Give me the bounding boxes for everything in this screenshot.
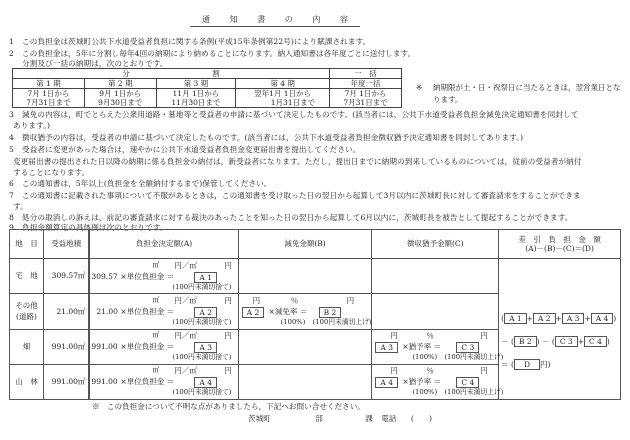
unit-label: 円／㎡: [174, 295, 197, 305]
formula-text: ×単位負担金 ＝: [120, 271, 175, 281]
title-char: 知: [229, 15, 238, 24]
contact-phone-label: 電話: [381, 414, 397, 423]
unit-label: 円: [252, 295, 261, 305]
period-from: 7月 1日から: [13, 89, 85, 99]
category-line: その他: [15, 301, 38, 311]
period-from: 9月 1日から: [84, 89, 156, 99]
amount-a-cell: [89, 294, 238, 329]
unit-label: 円: [224, 295, 232, 305]
item-7-cont: [13, 203, 28, 211]
box-a3: A 3: [562, 313, 585, 324]
formula-text: ×減免率 ＝: [268, 306, 308, 316]
operator: －: [541, 337, 550, 346]
paren: ): [536, 337, 540, 346]
item-text: この負担金は，5年に分割し毎年4回の納期により納めることになります。納入通知書は各年度ごとに送付します。: [22, 49, 416, 58]
period-from: 翌年1月 1日から: [236, 89, 330, 99]
header-amount-a: 負担金決定額(A): [89, 230, 238, 259]
lump-header: 一 括: [330, 69, 402, 79]
formula-line-2: [501, 336, 610, 347]
reduction-b-cell: [238, 259, 372, 294]
box-a1: A 1: [504, 313, 527, 324]
unit-label: 円／㎡: [174, 260, 197, 270]
paren: ): [606, 337, 610, 346]
quantity: 991.00: [91, 377, 118, 387]
unit-label: 円: [224, 331, 232, 341]
unit-label: ％: [290, 295, 299, 305]
net-d-cell: [499, 259, 621, 400]
rate-note: (100%): [412, 388, 438, 397]
unit-label: 円: [224, 260, 232, 270]
unit-label: ㎡: [152, 260, 160, 269]
unit-label: 円／㎡: [174, 331, 197, 341]
header-land-category: 地 目: [10, 230, 44, 259]
land-category: [10, 294, 44, 329]
item-7: [9, 192, 581, 200]
period-from: 7月 1日から: [330, 89, 402, 99]
contact-town: 茨城町: [248, 414, 271, 423]
item-5-cont2: [13, 169, 89, 177]
header-area: 受益地積: [43, 230, 89, 259]
period-label: 年度一括: [330, 79, 402, 89]
unit-label: 円: [480, 366, 488, 376]
amount-a-cell: [89, 259, 238, 294]
paren: (: [501, 314, 505, 323]
item-text: この負担金は茨城町公共下水道受益者負担に関する条例(平成15年条例第22号)により賦課されます。: [22, 37, 371, 46]
operator: ＝: [501, 360, 509, 369]
unit-label: 円): [540, 360, 551, 369]
land-area: 21.00㎡: [43, 294, 89, 329]
item-text: 負担金額算定の具体例は次のとおりです。: [22, 223, 168, 232]
period-label: 第 2 期: [84, 79, 156, 89]
deferral-c-cell: [372, 364, 504, 399]
box-d: D: [514, 359, 540, 370]
item-2-cont: [9, 60, 168, 68]
unit-label: 円: [390, 366, 398, 376]
contact-phone-value: ( ): [410, 414, 432, 423]
box-a3: A 3: [375, 342, 398, 353]
item-text: 受益者に変更があった場合は，速やかに公共下水道受益者負担金変更届出書を提出してください。: [22, 145, 361, 154]
item-text: 徴収猶予の内容は，受益者の申請に基づいて決定したものです。(該当者には，公共下水道受益者負担金徴収猶予決定通知書を同封してあります。): [22, 133, 524, 142]
reduction-b-cell: [238, 329, 372, 364]
rate-note: (100%): [280, 317, 306, 326]
formula-line-1: [501, 313, 616, 324]
footer-note: [92, 403, 365, 411]
item-1: [9, 38, 370, 46]
box-a4: A 4: [375, 377, 398, 388]
paren: ): [613, 314, 617, 323]
formula-text: ×猶予率 ＝: [402, 377, 442, 387]
rounding-note: (100円未満切捨て): [172, 388, 232, 397]
deferral-c-cell: [372, 329, 504, 364]
item-text: 分割及び一括の納期は，次のとおりです。: [22, 59, 168, 68]
item-5: [9, 146, 360, 154]
paren: (: [511, 337, 514, 346]
item-text: することになります。: [13, 168, 90, 177]
title-char: 容: [339, 15, 348, 24]
period-from: 11月 1日から: [156, 89, 235, 99]
item-5-cont: [13, 158, 582, 166]
paren: (: [511, 360, 514, 369]
calculation-table: [9, 229, 621, 400]
unit-label: ㎡: [152, 331, 160, 340]
item-number: 3: [9, 110, 14, 119]
period-to: 7月31日まで: [330, 98, 402, 108]
title-char: 通: [202, 15, 210, 24]
unit-label: ㎡: [152, 366, 160, 375]
item-number: 7: [9, 191, 14, 200]
header-net-d: [499, 230, 621, 259]
quantity: 991.00: [91, 342, 118, 352]
document-title: [190, 16, 360, 27]
period-label: 第 1 期: [13, 79, 85, 89]
item-3-cont: [13, 122, 50, 130]
unit-label: ％: [426, 366, 434, 376]
title-char: 内: [312, 15, 321, 24]
land-area: 309.57㎡: [43, 259, 89, 294]
payment-schedule-table: [12, 68, 402, 108]
rounding-note: (100円未満切上げ): [444, 388, 504, 397]
period-to: 7月31日まで: [13, 98, 85, 108]
item-text: この通知書は，5年以上(負担金を全額納付するまで)保管してください。: [22, 179, 272, 188]
operator: +: [584, 314, 591, 323]
header-deferral-c: 徴収猶予金額(C): [372, 230, 499, 259]
note-text: 納期限が土・日・祝祭日に当たるときは，翌営業日となります。: [433, 83, 621, 104]
land-category: 宅 地: [10, 259, 44, 294]
item-text: す。: [13, 202, 28, 211]
land-area: 991.00㎡: [43, 364, 89, 399]
formula-text: ×単位負担金 ＝: [120, 306, 175, 316]
contact-section: 課: [365, 414, 373, 423]
amount-a-cell: [89, 329, 238, 364]
box-a1: A 1: [194, 272, 217, 283]
header-reduction-b: 減免金額(B): [238, 230, 372, 259]
item-number: 9: [9, 223, 14, 232]
unit-label: 円: [224, 366, 232, 376]
item-number: 5: [9, 145, 14, 154]
item-text: この通知書に記載された事項について不服があるときは，この通知書を受け取った日の翌日から起算して3月以内に茨城町長に対して審査請求をすることができま: [22, 191, 581, 200]
rounding-note: (100円未満切捨て): [172, 317, 232, 326]
period-to: 1月31日まで: [236, 98, 330, 108]
item-2: [9, 50, 415, 58]
unit-label: ％: [426, 331, 434, 341]
operator: +: [526, 314, 533, 323]
table-row: [10, 259, 621, 294]
period-label: 第 4 期: [236, 79, 330, 89]
paren: (: [551, 337, 555, 346]
box-c3: C 3: [555, 336, 578, 347]
item-text: 処分の取消しの訴えは，前記の審査請求に対する裁決のあったことを知った日の翌日から起算して6月以内に，茨城町長を被告として提起することができます。: [22, 213, 573, 222]
item-4: [9, 134, 523, 142]
period-to: 9月30日まで: [84, 98, 156, 108]
formula-line-3: [501, 359, 550, 370]
footer-text: この負担金について不明な点がありましたら，下記へお問い合せください。: [106, 402, 365, 411]
item-number: 1: [9, 37, 14, 46]
formula-text: ×単位負担金 ＝: [120, 377, 175, 387]
operator: +: [555, 314, 562, 323]
rounding-note: (100円未満切捨て): [172, 353, 232, 362]
operator: +: [577, 337, 585, 346]
formula-text: ×猶予率 ＝: [402, 342, 442, 352]
box-a3: A 3: [194, 342, 217, 353]
land-category: 畑: [10, 329, 44, 364]
box-c3: C 3: [456, 342, 479, 353]
title-char: 書: [257, 15, 266, 24]
unit-label: 円／㎡: [174, 366, 197, 376]
box-b2: B 2: [319, 307, 342, 318]
quantity: 309.57: [91, 271, 118, 281]
box-c4: C 4: [456, 377, 479, 388]
rounding-note: (100円未満切上げ): [444, 353, 504, 362]
item-number: 8: [9, 213, 14, 222]
formula-text: ×単位負担金 ＝: [120, 342, 175, 352]
note-mark: ※: [92, 402, 100, 411]
item-number: 2: [9, 49, 14, 58]
item-8: [9, 214, 573, 222]
title-char: の: [284, 15, 293, 24]
period-to: 11月30日まで: [156, 98, 235, 108]
contact-line: [248, 415, 432, 423]
operator: －: [501, 337, 509, 346]
reduction-b-cell: [238, 364, 372, 399]
deferral-c-cell: [372, 294, 499, 329]
split-header: 分 割: [13, 69, 330, 79]
deferral-c-cell: [372, 259, 499, 294]
box-c4: C 4: [584, 336, 607, 347]
contact-dept: 部: [315, 414, 323, 423]
box-b2: B 2: [514, 336, 537, 347]
rounding-note: (100円未満切捨て): [172, 282, 232, 291]
rounding-note: (100円未満切上げ): [312, 317, 372, 326]
item-6: [9, 180, 272, 188]
unit-label: ㎡: [152, 295, 160, 304]
box-a2: A 2: [533, 313, 556, 324]
box-a2: A 2: [194, 307, 217, 318]
period-label: 第 3 期: [156, 79, 235, 89]
item-3: [9, 111, 578, 119]
item-number: 4: [9, 133, 14, 142]
box-a4: A 4: [591, 313, 614, 324]
unit-label: 円: [390, 331, 398, 341]
category-line: (道路): [16, 312, 37, 322]
item-number: 6: [9, 179, 14, 188]
box-a2: A 2: [242, 307, 265, 318]
amount-a-cell: [89, 364, 238, 399]
land-category: 山 林: [10, 364, 44, 399]
unit-label: 円: [480, 331, 488, 341]
header-net-formula: (A)－(B)－(C)＝(D): [525, 244, 594, 253]
box-a4: A 4: [194, 377, 217, 388]
schedule-note: [416, 82, 626, 106]
unit-label: 円: [346, 295, 355, 305]
item-text: 減免の内容は，町でとらえた公衆用道路・墓地等と受益者の申請に基づいて決定したものです。(該当者には，公共下水道受益者負担金減免決定通知書を同封して: [22, 110, 579, 119]
rate-note: (100%): [412, 353, 438, 362]
quantity: 21.00: [96, 306, 118, 316]
reduction-b-cell: [238, 294, 372, 329]
item-text: あります。): [13, 121, 51, 130]
note-mark: ※: [416, 83, 423, 92]
item-text: 変更届出書の提出された日以降の納期に係る負担金の納付は，新受益者になります。ただし，提出日までに納期の到来しているものについては，従前の受益者が納付: [13, 157, 582, 166]
header-net-title: 差 引 負 担 金 額: [518, 234, 601, 244]
land-area: 991.00㎡: [43, 329, 89, 364]
